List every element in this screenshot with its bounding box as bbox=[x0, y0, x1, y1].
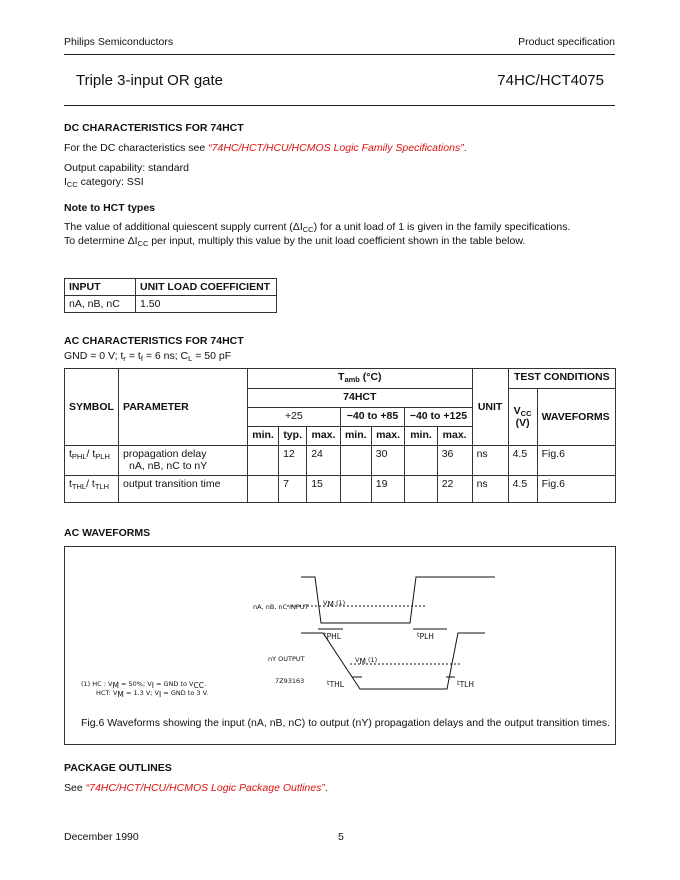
col-symbol: SYMBOL bbox=[65, 369, 119, 446]
tphl-label: $t_{PHL}$ bbox=[324, 631, 341, 641]
package-text: See “74HC/HCT/HCU/HCMOS Logic Package Outlines”. bbox=[64, 782, 328, 794]
cell-max: 15 bbox=[307, 476, 340, 503]
package-outlines-link[interactable]: “74HC/HCT/HCU/HCMOS Logic Package Outlines” bbox=[85, 782, 325, 794]
waveforms-heading: AC WAVEFORMS bbox=[64, 527, 151, 539]
range-85: −40 to +85 bbox=[340, 408, 405, 427]
load-cell-coef: 1.50 bbox=[136, 296, 277, 313]
cell-min bbox=[248, 446, 279, 476]
icc-category: $I_{CC}$ category: SSI bbox=[64, 176, 144, 189]
cell-max: 22 bbox=[437, 476, 472, 503]
ac-heading: AC CHARACTERISTICS FOR 74HCT bbox=[64, 335, 244, 347]
cell-wave: Fig.6 bbox=[537, 476, 615, 503]
note-hct: HCT: $V_M = 1.3$ V; $V_I$ = GND to 3 V. bbox=[96, 689, 209, 699]
note-heading: Note to HCT types bbox=[64, 202, 156, 214]
note-hc: (1) HC : $V_M = 50\%$; $V_I$ = GND to $V_{CC}$. bbox=[81, 680, 207, 690]
cell-typ: 12 bbox=[279, 446, 307, 476]
cell-max: 24 bbox=[307, 446, 340, 476]
row-parameter: output transition time bbox=[119, 476, 248, 503]
dc-heading: DC CHARACTERISTICS FOR 74HCT bbox=[64, 122, 244, 134]
ttlh-label: $t_{TLH}$ bbox=[457, 679, 474, 689]
cell-max: 30 bbox=[371, 446, 404, 476]
col-test-conditions: TEST CONDITIONS bbox=[508, 369, 615, 389]
col-family: 74HCT bbox=[248, 389, 473, 408]
family-spec-link[interactable]: “74HC/HCT/HCU/HCMOS Logic Family Specifications” bbox=[208, 142, 464, 154]
output-capability: Output capability: standard bbox=[64, 162, 189, 174]
table-row bbox=[65, 476, 616, 503]
input-label: nA, nB, nC INPUT bbox=[253, 603, 309, 611]
cell-min bbox=[340, 476, 371, 503]
cell-min bbox=[405, 446, 437, 476]
row-symbol: $t_{THL}/$ $t_{TLH}$ bbox=[65, 476, 119, 503]
table-row bbox=[65, 446, 616, 476]
tplh-label: $t_{PLH}$ bbox=[417, 631, 434, 641]
cell-min bbox=[248, 476, 279, 503]
package-heading: PACKAGE OUTLINES bbox=[64, 762, 172, 774]
output-label: nY OUTPUT bbox=[268, 655, 305, 663]
h-typ: typ. bbox=[279, 427, 307, 446]
row-symbol: $t_{PHL}/$ $t_{PLH}$ bbox=[65, 446, 119, 476]
header-company: Philips Semiconductors bbox=[64, 36, 174, 48]
ac-conditions: GND = 0 V; $t_r = t_f = 6$ ns; $C_L = 50$ pF bbox=[64, 350, 232, 363]
vm-label-2: $V_M$ (1) bbox=[355, 656, 378, 666]
figure-caption: Fig.6 Waveforms showing the input (nA, nB, nC) to output (nY) propagation delays and the output transition times. bbox=[81, 717, 610, 729]
h-min: min. bbox=[248, 427, 279, 446]
waveform-diagram bbox=[65, 547, 615, 744]
cell-vcc: 4.5 bbox=[508, 476, 537, 503]
header-rule bbox=[64, 54, 615, 55]
vm-label-1: $V_M$ (1) bbox=[323, 599, 346, 609]
col-waveforms: WAVEFORMS bbox=[537, 389, 615, 446]
tthl-label: $t_{THL}$ bbox=[327, 679, 344, 689]
range-125: −40 to +125 bbox=[405, 408, 472, 427]
load-header-coef: UNIT LOAD COEFFICIENT bbox=[136, 279, 277, 296]
row-parameter: propagation delay nA, nB, nC to nY bbox=[119, 446, 248, 476]
page-title: Triple 3-input OR gate bbox=[76, 72, 224, 89]
cell-typ: 7 bbox=[279, 476, 307, 503]
cell-vcc: 4.5 bbox=[508, 446, 537, 476]
cell-max: 36 bbox=[437, 446, 472, 476]
cell-unit: ns bbox=[472, 476, 508, 503]
h-max: max. bbox=[307, 427, 340, 446]
col-vcc: $V_{CC}$ (V) bbox=[508, 389, 537, 446]
cell-wave: Fig.6 bbox=[537, 446, 615, 476]
title-rule bbox=[64, 105, 615, 106]
h-max: max. bbox=[437, 427, 472, 446]
cell-min bbox=[405, 476, 437, 503]
header-doc-type: Product specification bbox=[518, 36, 615, 48]
load-cell-input: nA, nB, nC bbox=[65, 296, 136, 313]
note-line1: The value of additional quiescent supply current $(\Delta I_{CC})$ for a unit load of 1 is given in the family specifications. bbox=[64, 221, 571, 234]
range-25: +25 bbox=[248, 408, 341, 427]
part-number: 74HC/HCT4075 bbox=[497, 72, 604, 89]
col-tamb: $T_{amb}$ (°C) bbox=[248, 369, 473, 389]
h-max: max. bbox=[371, 427, 404, 446]
page-number: 5 bbox=[338, 831, 344, 843]
col-unit: UNIT bbox=[472, 369, 508, 446]
figure-code: 7Z93163 bbox=[275, 677, 305, 685]
cell-min bbox=[340, 446, 371, 476]
note-line2: To determine $\Delta I_{CC}$ per input, multiply this value by the unit load coefficient shown in the table below. bbox=[64, 235, 526, 248]
ac-table bbox=[64, 368, 616, 503]
figure-6 bbox=[64, 546, 616, 745]
h-min: min. bbox=[405, 427, 437, 446]
footer-date: December 1990 bbox=[64, 831, 139, 843]
dc-intro: For the DC characteristics see “74HC/HCT/HCU/HCMOS Logic Family Specifications”. bbox=[64, 142, 467, 154]
cell-max: 19 bbox=[371, 476, 404, 503]
load-header-input: INPUT bbox=[65, 279, 136, 296]
unit-load-table bbox=[64, 278, 277, 313]
col-parameter: PARAMETER bbox=[119, 369, 248, 446]
h-min: min. bbox=[340, 427, 371, 446]
cell-unit: ns bbox=[472, 446, 508, 476]
